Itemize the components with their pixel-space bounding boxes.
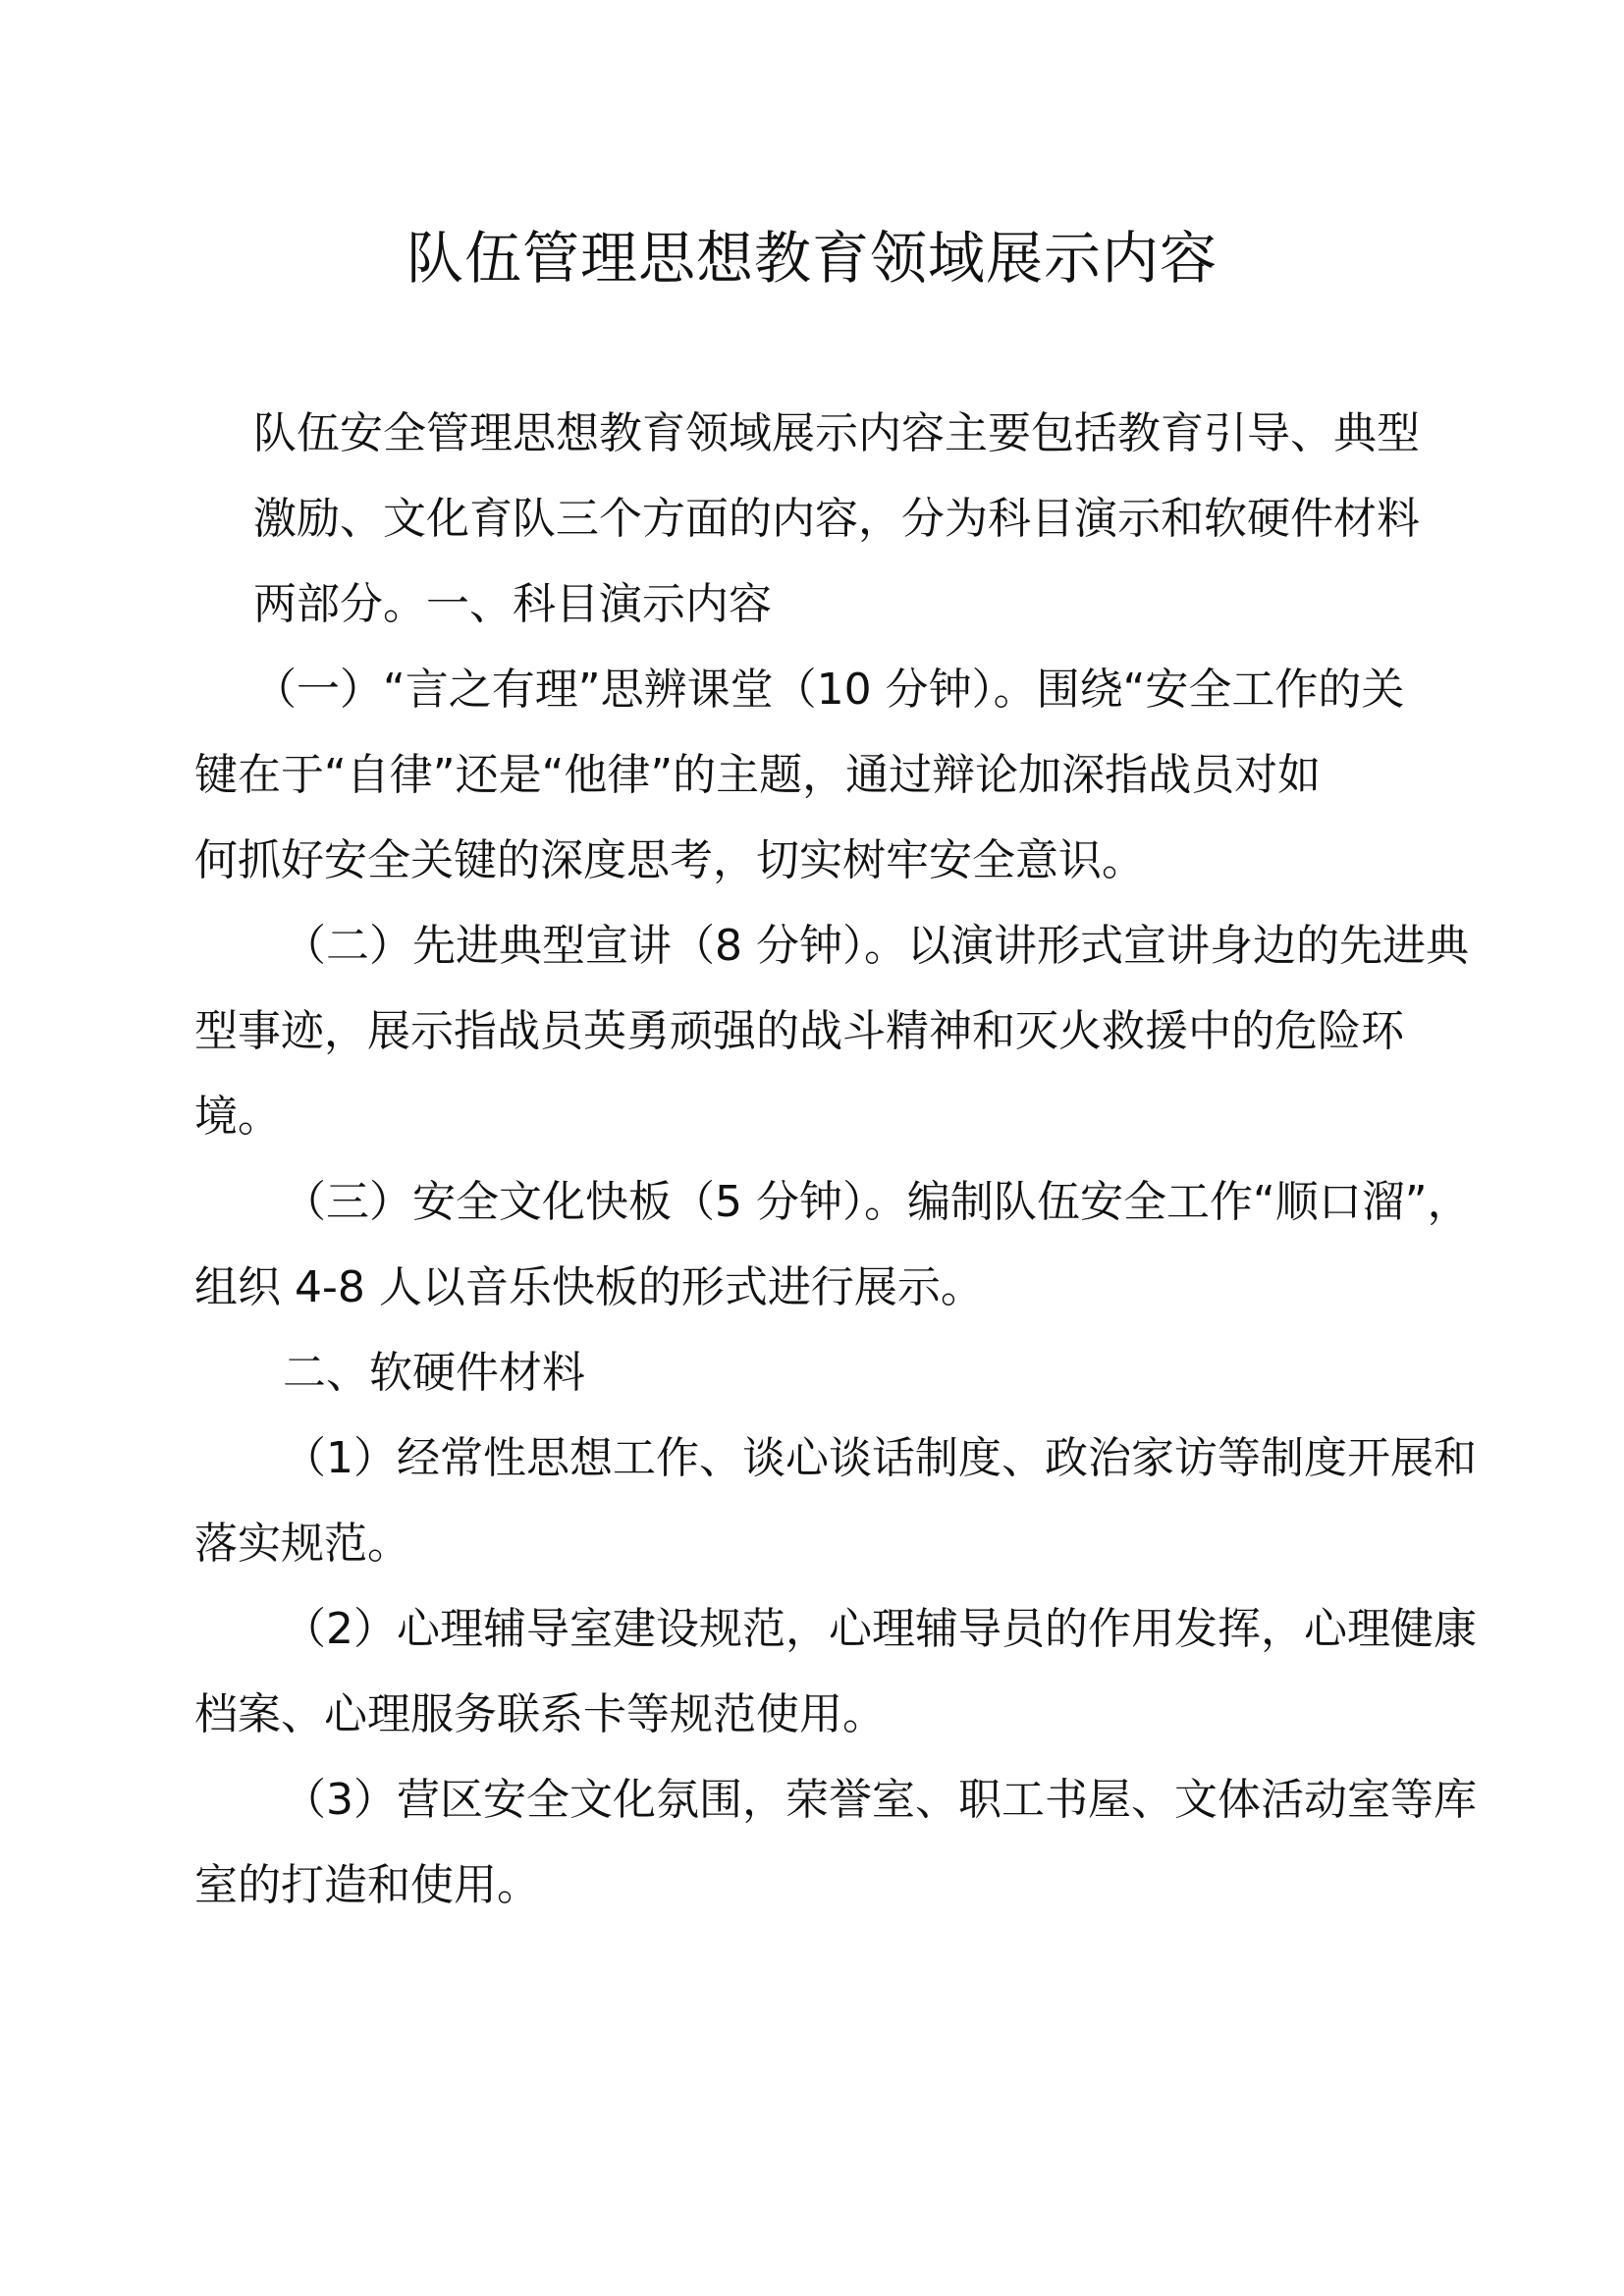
intro-line-1: 队伍安全管理思想教育领域展示内容主要包括教育引导、典型 bbox=[253, 408, 1420, 458]
item-2-paragraph bbox=[194, 903, 1469, 1159]
material-3-line-2: 室的打造和使用。 bbox=[194, 1860, 540, 1910]
intro-line-2: 激励、文化育队三个方面的内容，分为科目演示和软硬件材料 bbox=[253, 494, 1420, 544]
material-3-paragraph bbox=[194, 1757, 1477, 1928]
intro-line-3: 两部分。一、科目演示内容 bbox=[253, 579, 772, 629]
item-1-line-2: 键在于“自律”还是“他律”的主题，通过辩论加深指战员对如 bbox=[194, 750, 1322, 800]
material-2-line-1: （2）心理辅导室建设规范，心理辅导员的作用发挥，心理健康 bbox=[283, 1604, 1477, 1654]
intro-paragraph bbox=[194, 391, 1443, 647]
material-3-line-1: （3）营区安全文化氛围，荣誉室、职工书屋、文体活动室等库 bbox=[283, 1775, 1477, 1825]
material-1-line-1: （1）经常性思想工作、谈心谈话制度、政治家访等制度开展和 bbox=[283, 1433, 1477, 1483]
item-1-line-3: 何抓好安全关键的深度思考，切实树牢安全意识。 bbox=[194, 835, 1145, 885]
item-3-line-2: 组织 4-8 人以音乐快板的形式进行展示。 bbox=[194, 1262, 984, 1312]
material-2-paragraph bbox=[194, 1586, 1477, 1757]
material-1-paragraph bbox=[194, 1415, 1477, 1586]
item-3-paragraph bbox=[194, 1159, 1471, 1330]
section-2-heading-block bbox=[194, 1330, 1443, 1415]
item-1-paragraph bbox=[194, 647, 1443, 903]
document-title: 队伍管理思想教育领域展示内容 bbox=[406, 225, 1218, 292]
material-1-line-2: 落实规范。 bbox=[194, 1519, 410, 1569]
item-2-line-2: 型事迹，展示指战员英勇顽强的战斗精神和灭火救援中的危险环 bbox=[194, 1006, 1404, 1056]
section-2-heading: 二、软硬件材料 bbox=[283, 1348, 585, 1398]
item-1-line-1: （一）“言之有理”思辨课堂（10 分钟）。围绕“安全工作的关 bbox=[253, 665, 1405, 715]
item-3-line-1: （三）安全文化快板（5 分钟）。编制队伍安全工作“顺口溜”， bbox=[283, 1177, 1471, 1227]
material-2-line-2: 档案、心理服务联系卡等规范使用。 bbox=[194, 1689, 886, 1739]
item-2-line-3: 境。 bbox=[194, 1092, 281, 1142]
item-2-line-1: （二）先进典型宣讲（8 分钟）。以演讲形式宣讲身边的先进典 bbox=[283, 921, 1469, 971]
